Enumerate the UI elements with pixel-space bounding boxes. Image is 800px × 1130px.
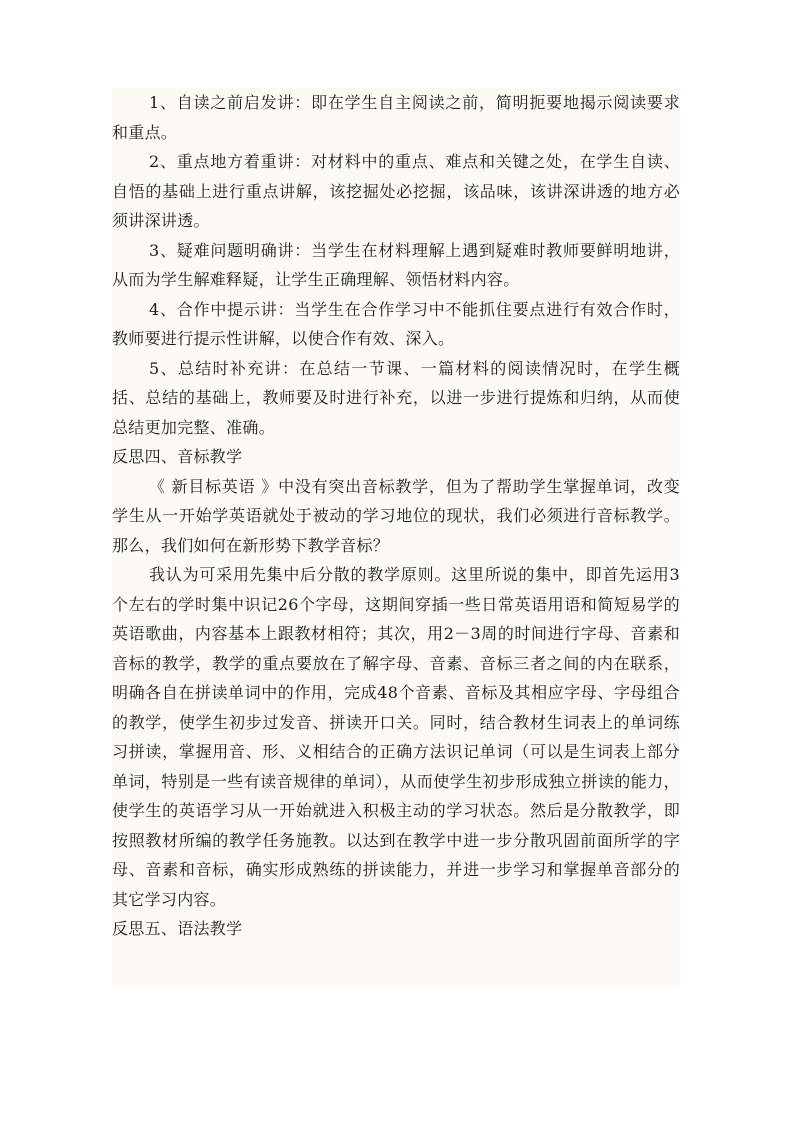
paragraph-phonetics-intro: 《 新目标英语 》中没有突出音标教学，但为了帮助学生掌握单词，改变学生从一开始学英语就处于被动的学习地位的现状，我们必须进行音标教学。那么，我们如何在新形势下教学音标？ [112, 476, 680, 555]
paragraph-phonetics-method: 我认为可采用先集中后分散的教学原则。这里所说的集中，即首先运用3个左右的学时集中识记26个字母，这期间穿插一些日常英语用语和简短易学的英语歌曲，内容基本上跟教材相符；其次，用2－3周的时间进行字母、音素和音标的教学，教学的重点要放在了解字母、音素、音标三者之间的内在联系，明确各自在拼读单词中的作用，完成48个音素、音标及其相应字母、字母组合的教学，使学生初步过发音、拼读开口关。同时，结合教材生词表上的单词练习拼读，掌握用音、形、义相结合的正确方法识记单词（可以是生词表上部分单词，特别是一些有读音规律的单词），从而使学生初步形成独立拼读的能力，使学生的英语学习从一开始就进入积极主动的学习状态。然后是分散教学，即按照教材所编的教学任务施教。以达到在教学中进一步分散巩固前面所学的字母、音素和音标，确实形成熟练的拼读能力，并进一步学习和掌握单音部分的其它学习内容。 [112, 565, 680, 909]
paragraph-reading-point-3: 3、疑难问题明确讲：当学生在材料理解上遇到疑难时教师要鲜明地讲，从而为学生解难释疑，让学生正确理解、领悟材料内容。 [112, 240, 680, 289]
section-heading-grammar: 反思五、语法教学 [112, 919, 243, 938]
paragraph-reading-point-1: 1、自读之前启发讲：即在学生自主阅读之前，简明扼要地揭示阅读要求和重点。 [112, 93, 680, 142]
paragraph-reading-point-4: 4、合作中提示讲：当学生在合作学习中不能抓住要点进行有效合作时，教师要进行提示性讲解，以使合作有效、深入。 [112, 299, 680, 348]
section-heading-phonetics: 反思四、音标教学 [112, 447, 243, 466]
paragraph-reading-point-2: 2、重点地方着重讲：对材料中的重点、难点和关键之处，在学生自读、自悟的基础上进行重点讲解，该挖掘处必挖掘，该品味，该讲深讲透的地方必须讲深讲透。 [112, 152, 680, 230]
paragraph-reading-point-5: 5、总结时补充讲：在总结一节课、一篇材料的阅读情况时，在学生概括、总结的基础上，教师要及时进行补充，以进一步进行提炼和归纳，从而使总结更加完整、准确。 [112, 358, 680, 437]
document-body [112, 88, 680, 988]
